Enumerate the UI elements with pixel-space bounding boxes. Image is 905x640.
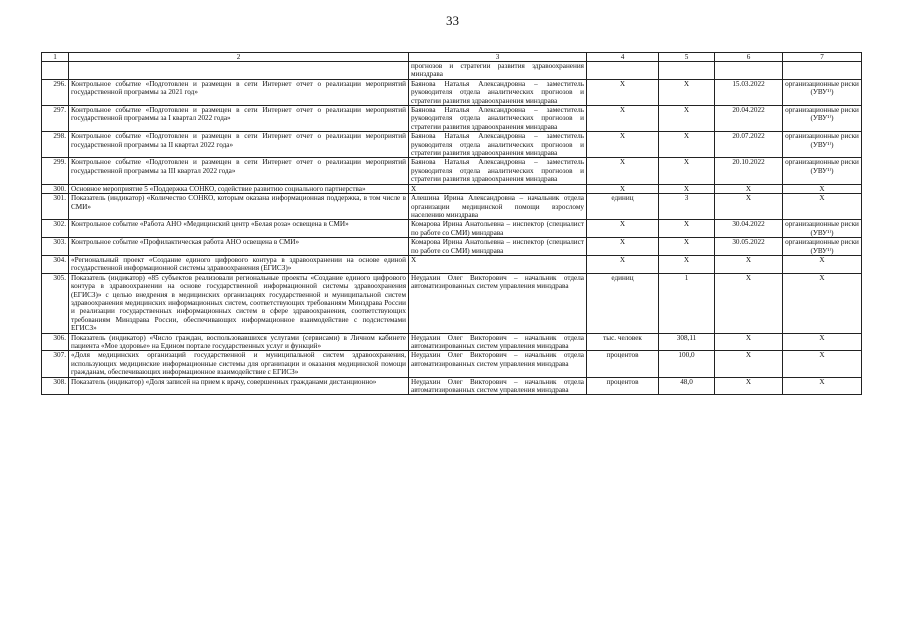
table-row: [42, 106, 862, 132]
date-cell: 20.04.2022: [715, 106, 783, 132]
table-row: [42, 62, 862, 80]
date-cell: Х: [715, 194, 783, 220]
value-cell: 3: [659, 194, 715, 220]
responsible-person: Неудахин Олег Викторович – начальник отдела автоматизированных систем управления минздрава: [409, 333, 587, 351]
unit-cell: тыс. человек: [587, 333, 659, 351]
table-row: [42, 184, 862, 193]
unit-cell: единиц: [587, 273, 659, 333]
unit-cell: Х: [587, 132, 659, 158]
row-number: 301.: [42, 194, 69, 220]
event-name: Показатель (индикатор) «Количество СОНКО, которым оказана информационная поддержка, в том числе в СМИ»: [69, 194, 409, 220]
date-cell: [715, 62, 783, 80]
table-row: [42, 158, 862, 184]
value-cell: 48,0: [659, 377, 715, 395]
risk-cell: Х: [783, 194, 862, 220]
event-name: Показатель (индикатор) «Доля записей на прием к врачу, совершенных гражданами дистанционно»: [69, 377, 409, 395]
risk-cell: Х: [783, 351, 862, 377]
risk-cell: Х: [783, 377, 862, 395]
unit-cell: Х: [587, 238, 659, 256]
event-name: «Доля медицинских организаций государственной и муниципальной систем здравоохранения, использующих медицинские информационные системы для организации и оказания медицинской помощи гражданам, обеспечивающих информационное взаимодействие с ЕГИСЗ»: [69, 351, 409, 377]
header-cell: 3: [409, 53, 587, 62]
value-cell: Х: [659, 158, 715, 184]
table-row: [42, 333, 862, 351]
header-cell: 2: [69, 53, 409, 62]
row-number: 307.: [42, 351, 69, 377]
header-cell: 6: [715, 53, 783, 62]
risk-cell: организационные риски (УВУ¹⁾): [783, 106, 862, 132]
value-cell: Х: [659, 106, 715, 132]
row-number: [42, 62, 69, 80]
value-cell: 308,11: [659, 333, 715, 351]
responsible-person: Комарова Ирина Анатольевна – инспектор (специалист по работе со СМИ) минздрава: [409, 238, 587, 256]
value-cell: 1: [659, 273, 715, 333]
unit-cell: процентов: [587, 377, 659, 395]
event-name: Контрольное событие «Подготовлен и размещен в сети Интернет отчет о реализации мероприятий государственной программы за 2021 год»: [69, 79, 409, 105]
value-cell: Х: [659, 79, 715, 105]
unit-cell: Х: [587, 158, 659, 184]
table-row: [42, 220, 862, 238]
date-cell: 30.04.2022: [715, 220, 783, 238]
table-row: [42, 351, 862, 377]
value-cell: [659, 62, 715, 80]
value-cell: 100,0: [659, 351, 715, 377]
row-number: 298.: [42, 132, 69, 158]
row-number: 306.: [42, 333, 69, 351]
unit-cell: Х: [587, 79, 659, 105]
row-number: 297.: [42, 106, 69, 132]
value-cell: Х: [659, 255, 715, 273]
event-name: Показатель (индикатор) «Число граждан, воспользовавшихся услугами (сервисами) в Личном кабинете пациента «Мое здоровье» на Едином портале государственных услуг и функций»: [69, 333, 409, 351]
date-cell: Х: [715, 351, 783, 377]
row-number: 299.: [42, 158, 69, 184]
date-cell: 20.07.2022: [715, 132, 783, 158]
date-cell: Х: [715, 255, 783, 273]
row-number: 303.: [42, 238, 69, 256]
risk-cell: [783, 62, 862, 80]
unit-cell: процентов: [587, 351, 659, 377]
event-name: Контрольное событие «Профилактическая работа АНО освещена в СМИ»: [69, 238, 409, 256]
header-cell: 1: [42, 53, 69, 62]
date-cell: 20.10.2022: [715, 158, 783, 184]
risk-cell: организационные риски (УВУ¹⁾): [783, 132, 862, 158]
responsible-person: Х: [409, 184, 587, 193]
row-number: 308.: [42, 377, 69, 395]
risk-cell: организационные риски (УВУ¹⁾): [783, 238, 862, 256]
responsible-person: Неудахин Олег Викторович – начальник отдела автоматизированных систем управления минздрава: [409, 273, 587, 333]
responsible-person: Неудахин Олег Викторович – начальник отдела автоматизированных систем управления минздрава: [409, 377, 587, 395]
row-number: 296.: [42, 79, 69, 105]
event-name: Основное мероприятие 5 «Поддержка СОНКО, содействие развитию социального партнерства»: [69, 184, 409, 193]
page-number: 33: [446, 13, 459, 28]
responsible-person: Баянова Наталья Александровна – заместитель руководителя отдела аналитических прогнозов и стратегии развития здравоохранения минздрава: [409, 158, 587, 184]
responsible-person: Баянова Наталья Александровна – заместитель руководителя отдела аналитических прогнозов и стратегии развития здравоохранения минздрава: [409, 106, 587, 132]
risk-cell: организационные риски (УВУ¹⁾): [783, 220, 862, 238]
value-cell: Х: [659, 184, 715, 193]
value-cell: Х: [659, 238, 715, 256]
value-cell: Х: [659, 220, 715, 238]
date-cell: 15.03.2022: [715, 79, 783, 105]
header-cell: 7: [783, 53, 862, 62]
table-row: [42, 194, 862, 220]
risk-cell: Х: [783, 184, 862, 193]
event-name: Показатель (индикатор) «85 субъектов реализовали региональные проекты «Создание единого цифрового контура в здравоохранении на основе государственной информационной системы здравоохранения (ЕГИСЗ)» с целью внедрения в медицинских организациях государственной и муниципальной систем здравоохранения медицинских информационных систем, соответствующих требованиям Минздрава России и реализации государственных информационных систем в сфере здравоохранения, соответствующих требованиям Минздрава России, обеспечивающих информационное взаимодействие с подсистемами ЕГИСЗ»: [69, 273, 409, 333]
event-name: «Региональный проект «Создание единого цифрового контура в здравоохранении на основе единой государственной информационной системы здравоохранения (ЕГИСЗ)»: [69, 255, 409, 273]
date-cell: Х: [715, 184, 783, 193]
responsible-person: Алешина Ирина Александровна – начальник отдела организации медицинской помощи взрослому населению минздрава: [409, 194, 587, 220]
header-row: [42, 53, 862, 62]
table-row: [42, 377, 862, 395]
table-row: [42, 255, 862, 273]
responsible-person: Х: [409, 255, 587, 273]
row-number: 302.: [42, 220, 69, 238]
plan-table: [41, 52, 862, 395]
unit-cell: единиц: [587, 194, 659, 220]
header-cell: 5: [659, 53, 715, 62]
row-number: 305.: [42, 273, 69, 333]
date-cell: Х: [715, 377, 783, 395]
unit-cell: Х: [587, 184, 659, 193]
unit-cell: [587, 62, 659, 80]
risk-cell: организационные риски (УВУ¹⁾): [783, 79, 862, 105]
risk-cell: Х: [783, 333, 862, 351]
risk-cell: организационные риски (УВУ¹⁾): [783, 158, 862, 184]
responsible-person: Комарова Ирина Анатольевна – инспектор (специалист по работе со СМИ) минздрава: [409, 220, 587, 238]
unit-cell: Х: [587, 106, 659, 132]
responsible-person: прогнозов и стратегии развития здравоохранения минздрава: [409, 62, 587, 80]
header-cell: 4: [587, 53, 659, 62]
row-number: 300.: [42, 184, 69, 193]
responsible-person: Неудахин Олег Викторович – начальник отдела автоматизированных систем управления минздрава: [409, 351, 587, 377]
table-row: [42, 273, 862, 333]
unit-cell: Х: [587, 255, 659, 273]
date-cell: 30.05.2022: [715, 238, 783, 256]
row-number: 304.: [42, 255, 69, 273]
event-name: Контрольное событие «Работа АНО «Медицинский центр «Белая роза» освещена в СМИ»: [69, 220, 409, 238]
table-row: [42, 238, 862, 256]
table-row: [42, 132, 862, 158]
table-row: [42, 79, 862, 105]
unit-cell: Х: [587, 220, 659, 238]
responsible-person: Баянова Наталья Александровна – заместитель руководителя отдела аналитических прогнозов и стратегии развития здравоохранения минздрава: [409, 132, 587, 158]
responsible-person: Баянова Наталья Александровна – заместитель руководителя отдела аналитических прогнозов и стратегии развития здравоохранения минздрава: [409, 79, 587, 105]
event-name: Контрольное событие «Подготовлен и размещен в сети Интернет отчет о реализации мероприятий государственной программы за I квартал 2022 года»: [69, 106, 409, 132]
risk-cell: Х: [783, 255, 862, 273]
date-cell: Х: [715, 273, 783, 333]
risk-cell: Х: [783, 273, 862, 333]
event-name: [69, 62, 409, 80]
event-name: Контрольное событие «Подготовлен и размещен в сети Интернет отчет о реализации мероприятий государственной программы за II квартал 2022 года»: [69, 132, 409, 158]
date-cell: Х: [715, 333, 783, 351]
event-name: Контрольное событие «Подготовлен и размещен в сети Интернет отчет о реализации мероприятий государственной программы за III квартал 2022 года»: [69, 158, 409, 184]
value-cell: Х: [659, 132, 715, 158]
